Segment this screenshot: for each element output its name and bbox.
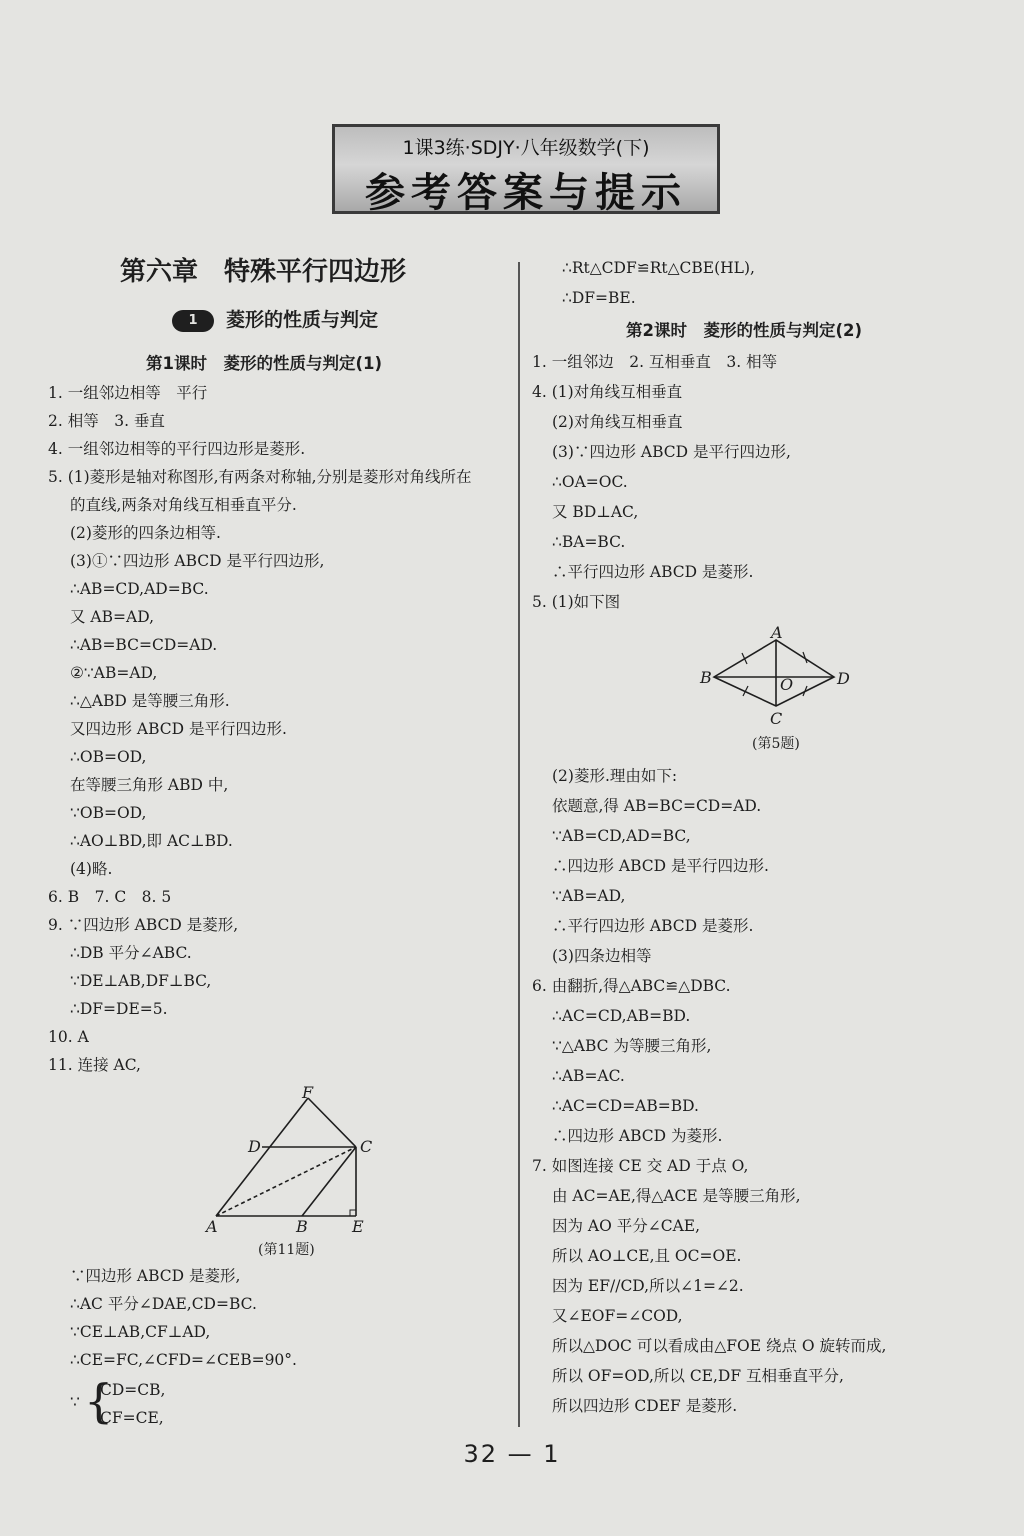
answer-line: 所以四边形 CDEF 是菱形.: [552, 1397, 738, 1415]
answer-line: (2)对角线互相垂直: [552, 413, 683, 431]
answer-line: (3)①∵四边形 ABCD 是平行四边形,: [70, 552, 325, 570]
answer-line: ∴DB 平分∠ABC.: [70, 944, 192, 962]
answer-line: 1. 一组邻边相等 平行: [48, 384, 208, 402]
page-title: 参考答案与提示: [365, 170, 687, 216]
label-b: B: [700, 668, 712, 687]
label-d: D: [248, 1137, 261, 1156]
answer-line: ∴CE=FC,∠CFD=∠CEB=90°.: [70, 1351, 297, 1369]
answer-line: 又∠EOF=∠COD,: [552, 1307, 683, 1325]
answer-line: ∴AC 平分∠DAE,CD=BC.: [70, 1295, 257, 1313]
book-subtitle: 1课3练·SDJY·八年级数学(下): [402, 137, 650, 159]
section-number-badge: 1: [172, 310, 214, 332]
answer-line: 又 BD⊥AC,: [552, 503, 639, 521]
label-d: D: [837, 669, 850, 688]
answer-line: 所以 AO⊥CE,且 OC=OE.: [552, 1247, 742, 1265]
answer-line: (2)菱形的四条边相等.: [70, 524, 221, 542]
chapter-title: 第六章 特殊平行四边形: [120, 257, 407, 287]
answer-line: ∵OB=OD,: [70, 804, 147, 822]
label-c: C: [360, 1137, 373, 1156]
header-banner: [332, 124, 720, 214]
answer-line: ∴平行四边形 ABCD 是菱形.: [552, 563, 754, 581]
segment-af: [216, 1098, 308, 1216]
answer-line: (3)四条边相等: [552, 947, 652, 965]
answer-line: 因为 AO 平分∠CAE,: [552, 1217, 701, 1235]
answer-line: 所以△DOC 可以看成由△FOE 绕点 O 旋转而成,: [552, 1337, 887, 1355]
section-title: 菱形的性质与判定: [226, 309, 379, 331]
answer-line: 2. 相等 3. 垂直: [48, 412, 165, 430]
answer-line: ∴OA=OC.: [552, 473, 628, 491]
answer-line: 所以 OF=OD,所以 CE,DF 互相垂直平分,: [552, 1367, 844, 1385]
answer-line: ∵CE⊥AB,CF⊥AD,: [70, 1323, 211, 1341]
answer-line: ∴四边形 ABCD 为菱形.: [552, 1127, 723, 1145]
answer-line: ∵AB=AD,: [552, 887, 626, 905]
answer-line: 6. B 7. C 8. 5: [48, 888, 172, 906]
label-e: E: [352, 1217, 364, 1236]
answer-line: ∴AB=BC=CD=AD.: [70, 636, 218, 654]
rhombus-abcd: [714, 640, 834, 706]
answer-line: 1. 一组邻边 2. 互相垂直 3. 相等: [532, 353, 778, 371]
answer-line: (2)菱形.理由如下:: [552, 767, 678, 785]
answer-line: 4. (1)对角线互相垂直: [532, 383, 683, 401]
answer-line: 的直线,两条对角线互相垂直平分.: [70, 496, 297, 514]
figure-11: [198, 1086, 398, 1266]
answer-line: 因为 EF//CD,所以∠1=∠2.: [552, 1277, 744, 1295]
answer-line: ∴Rt△CDF≌Rt△CBE(HL),: [562, 259, 755, 277]
label-o: O: [780, 675, 794, 694]
answer-line: 又 AB=AD,: [70, 608, 154, 626]
answer-line: (4)略.: [70, 860, 113, 878]
answer-line: ∵DE⊥AB,DF⊥BC,: [70, 972, 212, 990]
answer-line: 10. A: [48, 1028, 89, 1046]
answer-line: ∴AB=CD,AD=BC.: [70, 580, 209, 598]
lesson-1-title: 第1课时 菱形的性质与判定(1): [146, 354, 383, 373]
segment-bc: [302, 1147, 356, 1216]
answer-line: 7. 如图连接 CE 交 AD 于点 O,: [532, 1157, 749, 1175]
answer-line: 由 AC=AE,得△ACE 是等腰三角形,: [552, 1187, 801, 1205]
answer-line: ∴OB=OD,: [70, 748, 147, 766]
segment-fc: [308, 1098, 356, 1147]
because-symbol: ∵: [70, 1393, 80, 1411]
answer-line: ∴平行四边形 ABCD 是菱形.: [552, 917, 754, 935]
label-f: F: [302, 1086, 314, 1102]
section-heading: [172, 308, 378, 332]
answer-line: 依题意,得 AB=BC=CD=AD.: [552, 797, 762, 815]
brace-line: CF=CE,: [100, 1409, 164, 1427]
answer-line: 9. ∵四边形 ABCD 是菱形,: [48, 916, 239, 934]
right-angle-e: [350, 1210, 356, 1216]
answer-line: 又四边形 ABCD 是平行四边形.: [70, 720, 287, 738]
answer-line: (3)∵四边形 ABCD 是平行四边形,: [552, 443, 791, 461]
answer-line: ∵AB=CD,AD=BC,: [552, 827, 691, 845]
answer-line: 4. 一组邻边相等的平行四边形是菱形.: [48, 440, 306, 458]
answer-line: ∴AC=CD,AB=BD.: [552, 1007, 691, 1025]
answer-line: ∴DF=BE.: [562, 289, 636, 307]
answer-line: 5. (1)如下图: [532, 593, 621, 611]
answer-line: ∴AO⊥BD,即 AC⊥BD.: [70, 832, 233, 850]
answer-line: ②∵AB=AD,: [70, 664, 158, 682]
answer-line: 在等腰三角形 ABD 中,: [70, 776, 229, 794]
figure-11-caption: (第11题): [258, 1242, 315, 1258]
answer-line: ∴AB=AC.: [552, 1067, 625, 1085]
label-b: B: [296, 1217, 308, 1236]
answer-line: ∴DF=DE=5.: [70, 1000, 168, 1018]
page-number: 32 — 1: [463, 1440, 561, 1468]
answer-line: ∴AC=CD=AB=BD.: [552, 1097, 699, 1115]
answer-line: 11. 连接 AC,: [48, 1056, 141, 1074]
label-a: A: [206, 1217, 218, 1236]
answer-line: ∵△ABC 为等腰三角形,: [552, 1037, 712, 1055]
answer-line: ∴四边形 ABCD 是平行四边形.: [552, 857, 769, 875]
figure-5-caption: (第5题): [752, 736, 800, 752]
label-c: C: [770, 709, 783, 728]
label-a: A: [771, 623, 783, 642]
brace-line: CD=CB,: [100, 1381, 166, 1399]
answer-line: ∴BA=BC.: [552, 533, 626, 551]
column-divider: [518, 262, 520, 1427]
brace-symbol: {: [84, 1374, 114, 1428]
answer-line: ∵四边形 ABCD 是菱形,: [70, 1267, 241, 1285]
answer-line: 5. (1)菱形是轴对称图形,有两条对称轴,分别是菱形对角线所在: [48, 468, 472, 486]
segment-ac-dashed: [216, 1147, 356, 1216]
brace-system: [70, 1376, 270, 1432]
lesson-2-title: 第2课时 菱形的性质与判定(2): [626, 321, 863, 340]
answer-line: ∴△ABD 是等腰三角形.: [70, 692, 230, 710]
answer-line: 6. 由翻折,得△ABC≌△DBC.: [532, 977, 731, 995]
figure-5: [692, 622, 862, 757]
